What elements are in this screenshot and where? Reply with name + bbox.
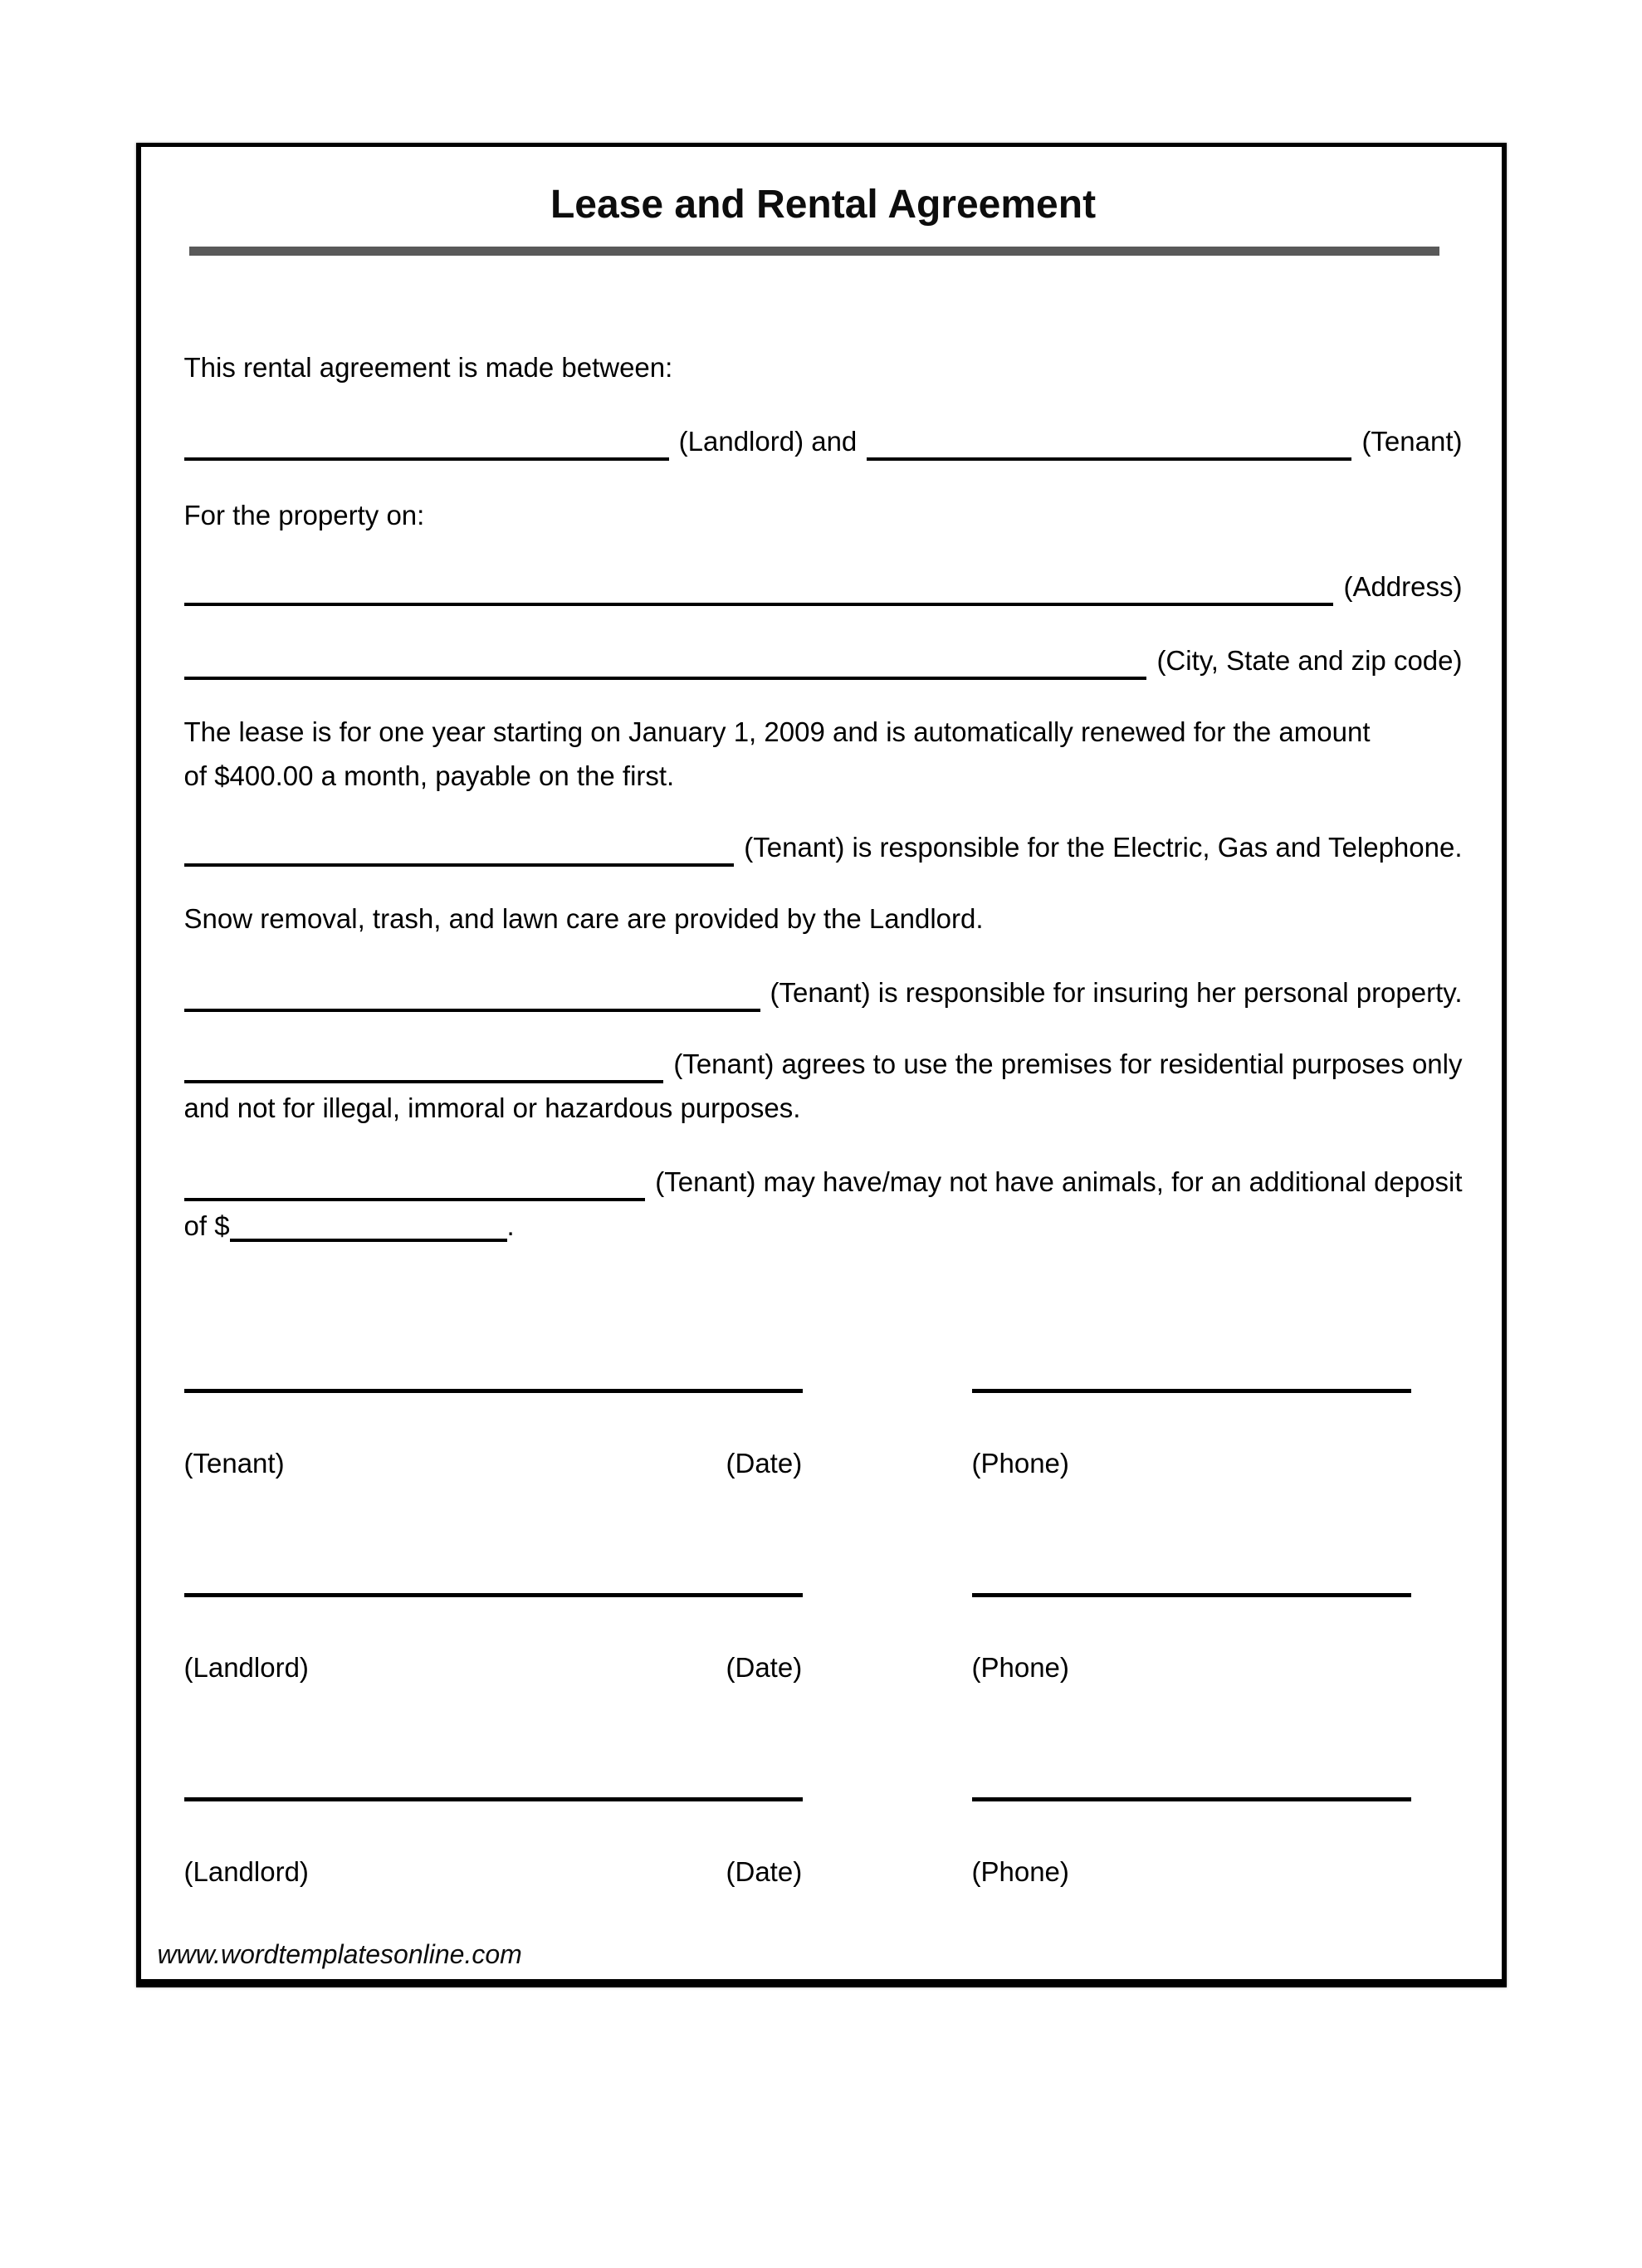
tenant-date-label: (Date) — [726, 1448, 803, 1479]
deposit-suffix-text: . — [506, 1210, 515, 1241]
tenant-label: (Tenant) — [1361, 426, 1463, 457]
landlord2-signature-labels — [184, 1850, 1463, 1894]
landlord1-signature-date-line[interactable] — [184, 1593, 803, 1597]
landlord2-role-label: (Landlord) — [183, 1856, 309, 1887]
parties-row — [184, 419, 1463, 463]
property-on-text: For the property on: — [183, 500, 425, 530]
city-state-zip-blank[interactable] — [184, 638, 1147, 680]
tenant-signature-lines — [184, 1389, 1463, 1393]
city-state-zip-label: (City, State and zip code) — [1156, 645, 1463, 676]
city-state-zip-row — [184, 638, 1463, 682]
lease-terms-line2: of $400.00 a month, payable on the first. — [183, 760, 675, 791]
insurance-row — [184, 970, 1463, 1014]
footer-website-text: www.wordtemplatesonline.com — [157, 1939, 522, 1969]
landlord2-signature-lines — [184, 1797, 1463, 1801]
landlord2-phone-line[interactable] — [972, 1797, 1411, 1801]
landlord2-date-label: (Date) — [726, 1856, 803, 1887]
residential-line2-text: and not for illegal, immoral or hazardous purposes. — [183, 1092, 801, 1123]
tenant-phone-line[interactable] — [972, 1389, 1411, 1393]
deposit-amount-line — [184, 1204, 1463, 1248]
made-between-text: This rental agreement is made between: — [183, 352, 673, 383]
landlord2-phone-label: (Phone) — [971, 1856, 1069, 1887]
animals-tenant-blank[interactable] — [184, 1160, 646, 1201]
lease-terms-line1: The lease is for one year starting on January 1, 2009 and is automatically renewed for the amount — [183, 716, 1371, 747]
landlord1-role-label: (Landlord) — [183, 1652, 309, 1683]
landlord1-signature-labels — [184, 1645, 1463, 1689]
landlord1-date-label: (Date) — [726, 1652, 803, 1683]
animals-line1-text: (Tenant) may have/may not have animals, for an additional deposit — [655, 1166, 1463, 1197]
address-label: (Address) — [1343, 571, 1463, 602]
address-blank[interactable] — [184, 565, 1334, 606]
residential-use-row — [184, 1042, 1463, 1086]
tenant-phone-label: (Phone) — [971, 1448, 1069, 1479]
lease-agreement-page — [136, 143, 1507, 1987]
landlord1-phone-label: (Phone) — [971, 1652, 1069, 1683]
tenant-name-blank[interactable] — [867, 419, 1351, 461]
landlord1-phone-line[interactable] — [972, 1593, 1411, 1597]
tenant-signature-labels — [184, 1441, 1463, 1485]
residential-line1-text: (Tenant) agrees to use the premises for residential purposes only — [673, 1048, 1463, 1079]
title-underline-rule — [189, 247, 1439, 256]
deposit-amount-blank[interactable] — [230, 1204, 507, 1242]
tenant-signature-date-line[interactable] — [184, 1389, 803, 1393]
insurance-text: (Tenant) is responsible for insuring her personal property. — [770, 977, 1463, 1008]
residential-tenant-blank[interactable] — [184, 1042, 664, 1083]
address-row — [184, 565, 1463, 609]
utilities-tenant-blank[interactable] — [184, 825, 735, 867]
insurance-tenant-blank[interactable] — [184, 970, 760, 1012]
utilities-text: (Tenant) is responsible for the Electric, Gas and Telephone. — [744, 832, 1463, 863]
landlord-name-blank[interactable] — [184, 419, 669, 461]
landlord-provides-text: Snow removal, trash, and lawn care are provided by the Landlord. — [183, 903, 984, 934]
landlord-label: (Landlord) and — [678, 426, 858, 457]
landlord2-signature-date-line[interactable] — [184, 1797, 803, 1801]
animals-row — [184, 1160, 1463, 1204]
page-title: Lease and Rental Agreement — [550, 183, 1097, 227]
landlord1-signature-lines — [184, 1593, 1463, 1597]
deposit-prefix-text: of $ — [183, 1210, 230, 1241]
utilities-row — [184, 825, 1463, 869]
tenant-role-label: (Tenant) — [183, 1448, 285, 1479]
